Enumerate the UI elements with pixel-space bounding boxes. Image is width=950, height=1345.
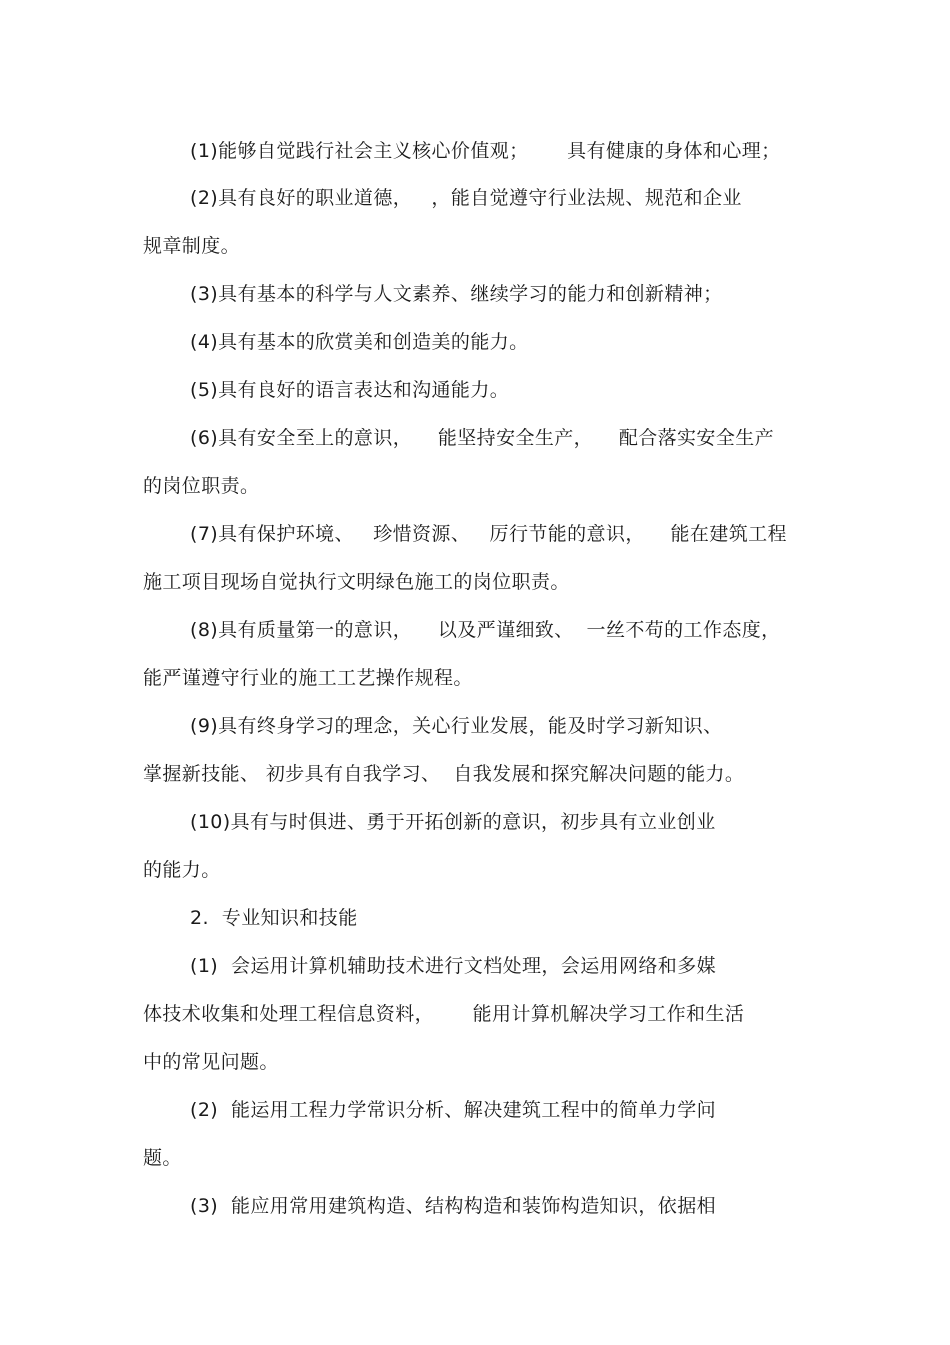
item-5-line-1: (5)具有良好的语言表达和沟通能力。 (190, 379, 510, 401)
item-3-line-1: (3)具有基本的科学与人文素养、继续学习的能力和创新精神； (190, 283, 723, 305)
item-6-line-1: (6)具有安全至上的意识， 能坚持安全生产， 配合落实安全生产 (190, 427, 775, 449)
skill-1-line-3: 中的常见问题。 (143, 1051, 279, 1073)
item-7-line-1: (7)具有保护环境、 珍惜资源、 厉行节能的意识， 能在建筑工程 (190, 523, 787, 545)
item-4-line-1: (4)具有基本的欣赏美和创造美的能力。 (190, 331, 529, 353)
item-9-line-1: (9)具有终身学习的理念，关心行业发展，能及时学习新知识、 (190, 715, 723, 737)
item-8-line-2: 能严谨遵守行业的施工工艺操作规程。 (143, 667, 473, 689)
item-8-line-1: (8)具有质量第一的意识， 以及严谨细致、 一丝不苟的工作态度， (190, 619, 781, 641)
skill-2-line-2: 题。 (143, 1147, 182, 1169)
section-2-heading: 2. 专业知识和技能 (190, 907, 358, 929)
skill-1-line-1: (1) 会运用计算机辅助技术进行文档处理，会运用网络和多媒 (190, 955, 716, 977)
item-10-line-1: (10)具有与时俱进、勇于开拓创新的意识，初步具有立业创业 (190, 811, 716, 833)
item-2-line-1: (2)具有良好的职业道德， ，能自觉遵守行业法规、规范和企业 (190, 187, 742, 209)
item-6-line-2: 的岗位职责。 (143, 475, 260, 497)
item-1-line-1: (1)能够自觉践行社会主义核心价值观； 具有健康的身体和心理； (190, 140, 781, 162)
skill-1-line-2: 体技术收集和处理工程信息资料， 能用计算机解决学习工作和生活 (143, 1003, 745, 1025)
skill-2-line-1: (2) 能运用工程力学常识分析、解决建筑工程中的简单力学问 (190, 1099, 716, 1121)
skill-3-line-1: (3) 能应用常用建筑构造、结构构造和装饰构造知识，依据相 (190, 1195, 716, 1217)
item-7-line-2: 施工项目现场自觉执行文明绿色施工的岗位职责。 (143, 571, 570, 593)
item-2-line-2: 规章制度。 (143, 235, 241, 257)
item-10-line-2: 的能力。 (143, 859, 221, 881)
item-9-line-2: 掌握新技能、 初步具有自我学习、 自我发展和探究解决问题的能力。 (143, 763, 745, 785)
